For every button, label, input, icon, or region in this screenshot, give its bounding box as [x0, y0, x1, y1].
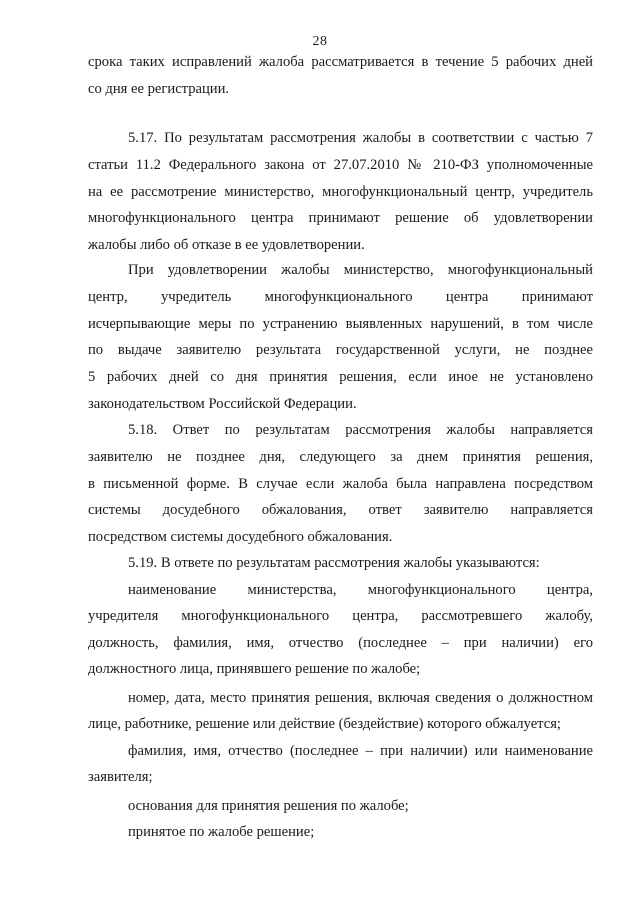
text-line: по выдаче заявителю результата государственной услуги, не позднее [88, 342, 593, 358]
text-line: со дня ее регистрации. [88, 81, 230, 97]
text-line: в письменной форме. В случае если жалоба была направлена посредством [88, 476, 593, 492]
text-line: срока таких исправлений жалоба рассматривается в течение 5 рабочих дней [88, 54, 593, 70]
text-line: заявителю не позднее дня, следующего за днем принятия решения, [88, 449, 593, 465]
text-line: центр, учредитель многофункционального центра принимают [88, 289, 593, 305]
text-line: 5.18. Ответ по результатам рассмотрения жалобы направляется [128, 422, 593, 438]
text-line: должностного лица, принявшего решение по жалобе; [88, 661, 421, 677]
text-line: основания для принятия решения по жалобе; [128, 798, 409, 814]
text-line: 5.17. По результатам рассмотрения жалобы в соответствии с частью 7 [128, 130, 593, 146]
text-line: номер, дата, место принятия решения, включая сведения о должностном [128, 690, 593, 706]
text-line: учредителя многофункционального центра, рассмотревшего жалобу, [88, 608, 593, 624]
text-line: принятое по жалобе решение; [128, 824, 315, 840]
text-line: системы досудебного обжалования, ответ заявителю направляется [88, 502, 593, 518]
text-line: исчерпывающие меры по устранению выявленных нарушений, в том числе [88, 316, 593, 332]
page-number: 28 [312, 34, 328, 49]
text-line: законодательством Российской Федерации. [88, 396, 357, 412]
text-line: лице, работнике, решение или действие (бездействие) которого обжалуется; [88, 716, 561, 732]
text-line: наименование министерства, многофункционального центра, [128, 582, 593, 598]
text-line: 5 рабочих дней со дня принятия решения, если иное не установлено [88, 369, 593, 385]
text-line: многофункционального центра принимают решение об удовлетворении [88, 210, 593, 226]
text-line: должность, фамилия, имя, отчество (последнее – при наличии) его [88, 635, 593, 651]
text-line: заявителя; [88, 769, 153, 785]
text-line: на ее рассмотрение министерство, многофункциональный центр, учредитель [88, 184, 593, 200]
text-line: 5.19. В ответе по результатам рассмотрения жалобы указываются: [128, 555, 540, 571]
text-line: При удовлетворении жалобы министерство, многофункциональный [128, 262, 593, 278]
text-line: фамилия, имя, отчество (последнее – при наличии) или наименование [128, 743, 593, 759]
text-line: статьи 11.2 Федерального закона от 27.07.2010 № 210-ФЗ уполномоченные [88, 157, 593, 173]
text-line: посредством системы досудебного обжалования. [88, 529, 393, 545]
text-line: жалобы либо об отказе в ее удовлетворении. [88, 237, 365, 253]
